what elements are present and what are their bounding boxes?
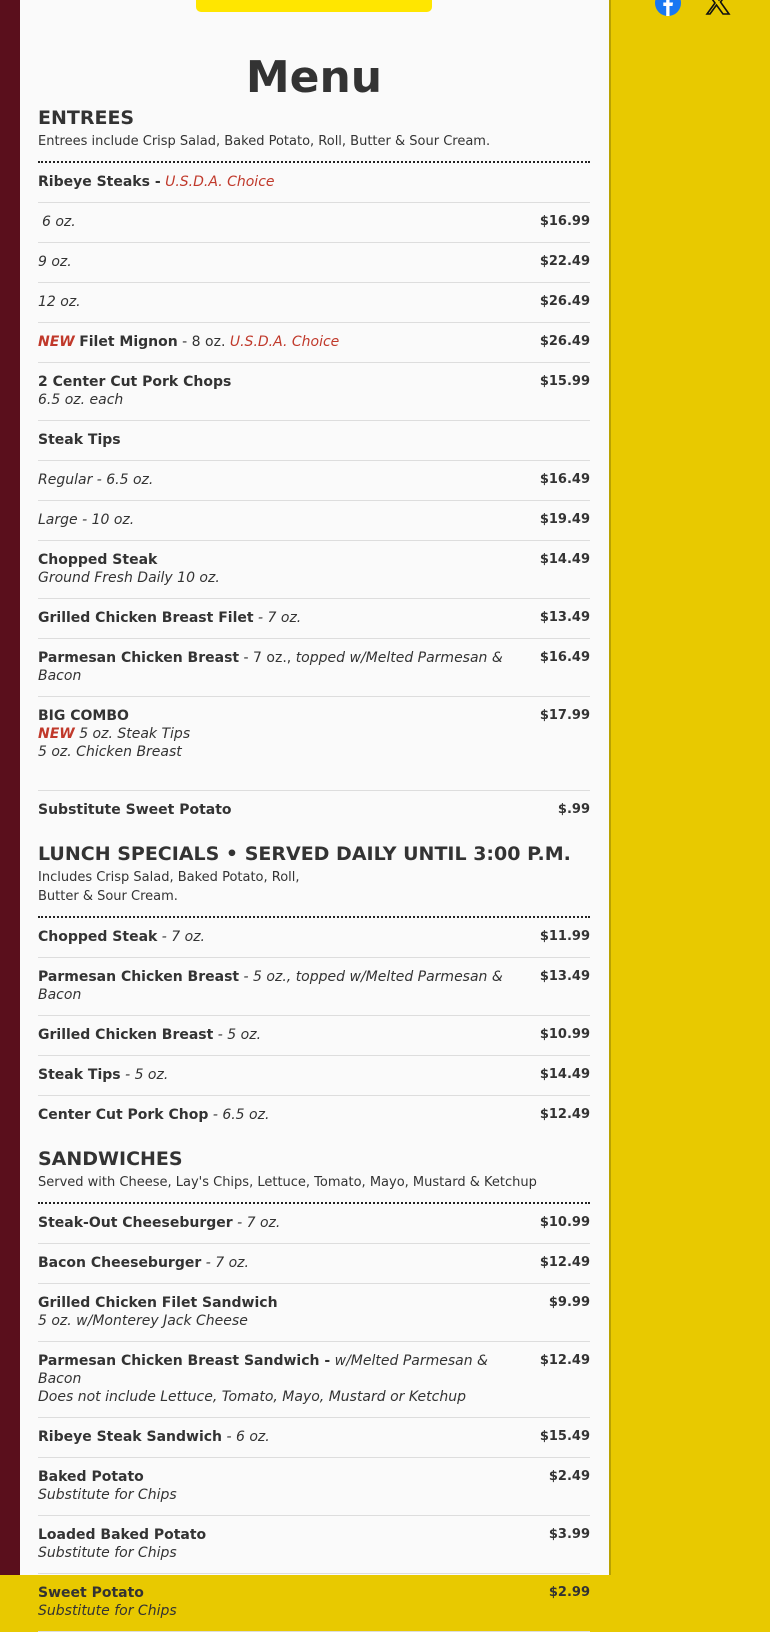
item-price: $26.49 [539,334,590,349]
item-sub: 5 oz. w/Monterey Jack Cheese [38,1313,248,1329]
menu-item-parmesan-chicken [38,639,590,697]
item-size: - 5 oz. [217,1027,262,1043]
item-name: Center Cut Pork Chop [38,1107,209,1123]
item-price: $2.99 [548,1585,590,1600]
menu-item-ribeye-12 [38,283,590,323]
menu-item [38,1284,590,1342]
item-size: - 8 oz. [182,334,226,350]
item-text [38,1026,530,1044]
sandwiches-desc: Served with Cheese, Lay's Chips, Lettuce, Tomato, Mayo, Mustard & Ketchup [38,1175,537,1190]
item-text [38,1106,530,1124]
item-price: $12.49 [539,1353,590,1368]
item-name: Grilled Chicken Breast Filet [38,610,254,626]
sandwiches-title: SANDWICHES [38,1148,183,1170]
item-sub: Substitute for Chips [38,1487,177,1503]
item-name: Grilled Chicken Breast [38,1027,214,1043]
item-price: $16.49 [539,650,590,665]
lunch-list [38,918,590,1135]
menu-item [38,1096,590,1135]
menu-item [38,1056,590,1096]
item-name: 2 Center Cut Pork Chops [38,374,232,390]
menu-item-big-combo [38,697,590,791]
lunch-desc-1: Includes Crisp Salad, Baked Potato, Roll, [38,870,300,885]
menu-item [38,1458,590,1516]
item-text [38,1214,530,1232]
item-size: w/Melted Parmesan & Bacon [38,1353,488,1387]
item-price: $14.49 [539,1067,590,1082]
item-price: $.99 [557,802,590,817]
menu-panel [20,0,609,1619]
lunch-desc-2: Butter & Sour Cream. [38,889,178,904]
item-price: $10.99 [539,1027,590,1042]
right-sidebar [609,0,770,1575]
item-name: Grilled Chicken Filet Sandwich [38,1295,278,1311]
item-name: Filet Mignon [79,334,178,350]
item-name: Baked Potato [38,1469,144,1485]
x-icon[interactable] [705,0,731,16]
item-name: Loaded Baked Potato [38,1527,207,1543]
item-name: Parmesan Chicken Breast [38,650,240,666]
menu-item [38,1016,590,1056]
item-size: - 7 oz. [258,610,302,626]
item-size: - 7 oz. [237,1215,281,1231]
item-size: 9 oz. [38,254,72,270]
sandwich-list [38,1204,590,1632]
item-text [38,928,530,946]
item-name: Ribeye Steaks - [38,174,161,190]
menu-item-sweet-potato-sub [38,791,590,830]
item-price: $11.99 [539,929,590,944]
item-sub: Ground Fresh Daily 10 oz. [38,570,220,586]
menu-item [38,1244,590,1284]
item-size: - 6.5 oz. [212,1107,270,1123]
item-size: - 5 oz., [243,969,292,985]
item-price: $10.99 [539,1215,590,1230]
item-size: - 7 oz. [161,929,206,945]
item-name: Chopped Steak [38,929,158,945]
item-price: $17.99 [539,708,590,723]
item-name: Substitute Sweet Potato [38,802,232,818]
item-name: Ribeye Steak Sandwich [38,1429,223,1445]
menu-item-steak-tips [38,421,590,461]
item-price: $26.49 [539,294,590,309]
menu-item-ribeye [38,163,590,203]
left-sidebar [0,0,20,1575]
item-sub: Substitute for Chips [38,1603,177,1619]
entrees-title: ENTREES [38,107,135,129]
item-price: $12.49 [539,1107,590,1122]
item-note: topped w/Melted Parmesan & Bacon [38,650,503,684]
item-sub: Does not include Lettuce, Tomato, Mayo, Mustard or Ketchup [38,1389,466,1405]
menu-item [38,1204,590,1244]
item-sub: 5 oz. Steak Tips [79,726,191,742]
item-note: U.S.D.A. Choice [229,334,340,350]
item-text [38,1352,530,1406]
item-text [38,1294,539,1330]
item-size: - 5 oz. [125,1067,169,1083]
item-price: $12.49 [539,1255,590,1270]
item-sub: 5 oz. Chicken Breast [38,744,182,760]
menu-content [38,50,590,1632]
item-size: Large - 10 oz. [38,512,135,528]
item-price: $2.49 [548,1469,590,1484]
item-name: Parmesan Chicken Breast [38,969,240,985]
item-name: Steak Tips [38,1067,121,1083]
item-text [38,1526,539,1562]
item-name: Steak-Out Cheeseburger [38,1215,233,1231]
entrees-desc: Entrees include Crisp Salad, Baked Potato, Roll, Butter & Sour Cream. [38,134,491,149]
menu-item [38,918,590,958]
item-name: Sweet Potato [38,1585,144,1601]
item-text [38,1468,539,1504]
item-size: - 6 oz. [226,1429,270,1445]
menu-item [38,1342,590,1418]
menu-item-chopped-steak [38,541,590,599]
item-text [38,1066,530,1084]
item-size: 12 oz. [38,294,81,310]
page-title: Menu [245,52,383,103]
item-name: Chopped Steak [38,552,158,568]
item-name: Bacon Cheeseburger [38,1255,202,1271]
item-price: $16.99 [539,214,590,229]
menu-item-ribeye-6 [38,203,590,243]
menu-item [38,958,590,1016]
item-price: $13.49 [539,969,590,984]
item-name: BIG COMBO [38,708,129,724]
item-size: 6 oz. [42,214,76,230]
menu-item [38,1418,590,1458]
new-badge: NEW [38,726,75,742]
item-price: $9.99 [548,1295,590,1310]
menu-item [38,1574,590,1632]
item-size: - 7 oz. [205,1255,249,1271]
item-sub: 6.5 oz. each [38,392,124,408]
item-price: $14.49 [539,552,590,567]
item-price: $22.49 [539,254,590,269]
new-badge: NEW [38,334,75,350]
item-text [38,1584,539,1620]
item-price: $15.99 [539,374,590,389]
item-sub: Substitute for Chips [38,1545,177,1561]
item-note: topped w/Melted Parmesan & Bacon [38,969,503,1003]
item-price: $15.49 [539,1429,590,1444]
item-price: $19.49 [539,512,590,527]
menu-item-filet [38,323,590,363]
item-name: Parmesan Chicken Breast Sandwich - [38,1353,331,1369]
top-yellow-button[interactable] [196,0,432,12]
item-name: Steak Tips [38,432,121,448]
item-price: $13.49 [539,610,590,625]
item-text [38,1428,530,1446]
menu-item [38,1516,590,1574]
item-note: U.S.D.A. Choice [165,174,275,190]
facebook-icon[interactable] [655,0,681,16]
item-price: $16.49 [539,472,590,487]
menu-item-tips-regular [38,461,590,501]
item-size: Regular - 6.5 oz. [38,472,154,488]
item-price: $3.99 [548,1527,590,1542]
menu-item-grilled-chicken [38,599,590,639]
lunch-title: LUNCH SPECIALS • SERVED DAILY UNTIL 3:00 P.M. [38,843,571,865]
menu-item-pork-chops [38,363,590,421]
menu-item-ribeye-9 [38,243,590,283]
item-text [38,1254,530,1272]
item-text [38,968,530,1004]
item-size: - 7 oz., [243,650,292,666]
menu-item-tips-large [38,501,590,541]
